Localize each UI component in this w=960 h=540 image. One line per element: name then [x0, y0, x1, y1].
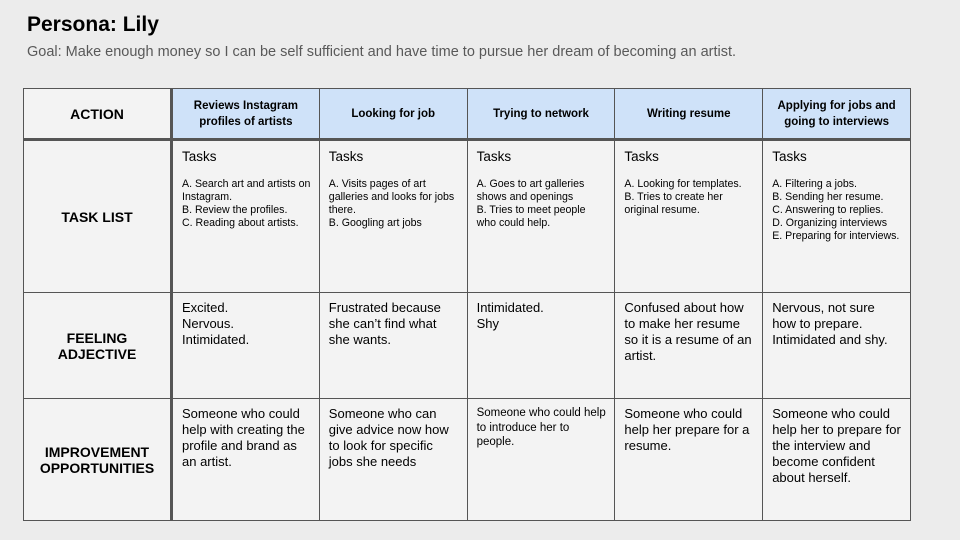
task-item: B. Tries to meet people who could help. [476, 204, 586, 229]
task-list [772, 178, 902, 243]
improvement-text: Someone who could help her to prepare for the interview and become confident about herself. [772, 406, 901, 485]
task-list [182, 178, 311, 230]
task-cell [467, 140, 615, 293]
task-item: D. Organizing interviews [772, 217, 887, 229]
tasks-label: Tasks [182, 149, 217, 164]
improvement-row [24, 399, 911, 521]
stage-header-4: Writing resume [615, 89, 763, 140]
task-item: A. Visits pages of art galleries and looks for jobs there. [328, 178, 455, 216]
feeling-text: Frustrated because she can’t find what she wants. [328, 300, 441, 347]
row-header-task-list: TASK LIST [24, 140, 172, 293]
task-item: E. Preparing for interviews. [772, 230, 900, 242]
task-item: B. Tries to create her original resume. [624, 191, 723, 216]
stage-header-3: Trying to network [467, 89, 615, 140]
task-cell [615, 140, 763, 293]
task-list [624, 178, 754, 217]
task-item: C. Answering to replies. [772, 204, 884, 216]
page-title: Persona: Lily [27, 13, 159, 36]
improvement-text: Someone who could help to introduce her to people. [476, 407, 606, 448]
tasks-label: Tasks [476, 149, 512, 164]
stage-header-5: Applying for jobs and going to interviews [763, 89, 911, 140]
tasks-label: Tasks [624, 149, 659, 164]
feeling-text: Intimidated. Shy [476, 300, 544, 331]
feeling-text: Nervous, not sure how to prepare. Intimidated and shy. [772, 300, 888, 347]
task-cell [172, 140, 320, 293]
task-item: B. Review the profiles. [182, 204, 288, 216]
stage-header-1: Reviews Instagram profiles of artists [172, 89, 320, 140]
task-cell [763, 140, 911, 293]
task-item: A. Looking for templates. [624, 178, 742, 190]
task-item: A. Goes to art galleries shows and openings [476, 178, 585, 203]
persona-goal: Goal: Make enough money so I can be self sufficient and have time to pursue her dream of becoming an artist. [27, 44, 737, 60]
row-header-improvement: IMPROVEMENT OPPORTUNITIES [24, 399, 172, 521]
stage-header-2: Looking for job [319, 89, 467, 140]
tasks-label: Tasks [328, 149, 364, 164]
task-item: A. Filtering a jobs. [772, 178, 857, 190]
task-list [477, 178, 607, 230]
task-list-row [24, 140, 911, 293]
row-header-action: ACTION [24, 89, 172, 140]
feeling-row [24, 293, 911, 399]
journey-map-table [23, 88, 911, 521]
task-item: C. Reading about artists. [182, 217, 299, 229]
feeling-text: Confused about how to make her resume so it is a resume of an artist. [624, 300, 752, 363]
task-item: A. Search art and artists on Instagram. [182, 178, 311, 203]
action-row [24, 89, 911, 140]
task-cell [319, 140, 467, 293]
improvement-text: Someone who could help her prepare for a resume. [624, 406, 750, 453]
row-header-feeling: FEELING ADJECTIVE [24, 293, 172, 399]
improvement-text: Someone who could help with creating the profile and brand as an artist. [182, 406, 305, 469]
task-item: B. Googling art jobs [328, 217, 422, 229]
improvement-text: Someone who can give advice now how to look for specific jobs she needs [328, 406, 449, 469]
task-item: B. Sending her resume. [772, 191, 884, 203]
task-list [329, 178, 459, 230]
feeling-text: Excited. Nervous. Intimidated. [182, 300, 250, 347]
tasks-label: Tasks [772, 149, 807, 164]
